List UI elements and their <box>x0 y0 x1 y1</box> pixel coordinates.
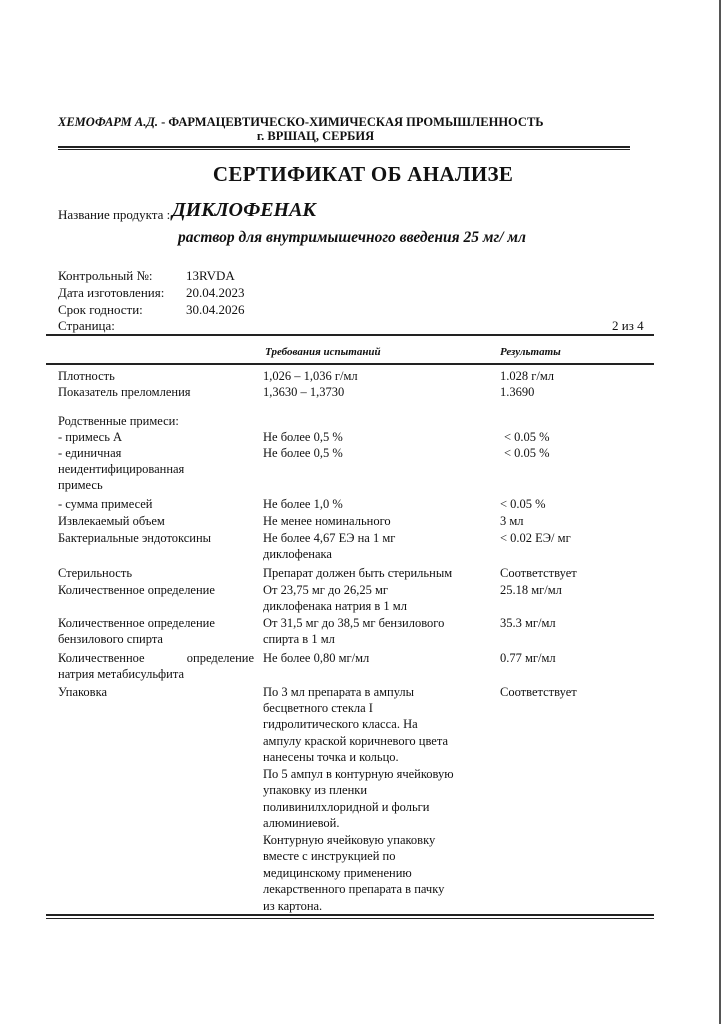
table-bottom-rule <box>46 914 654 916</box>
row-packaging-req-line-10: Контурную ячейковую упаковку <box>263 833 436 847</box>
col-results-header: Результаты <box>500 346 561 358</box>
row-assay-req-2: диклофенака натрия в 1 мл <box>263 599 407 613</box>
row-volume-req: Не менее номинального <box>263 514 391 528</box>
row-impurity-a-res: < 0.05 % <box>504 430 550 444</box>
row-benzyl-name-1: Количественное определение <box>58 616 215 630</box>
row-assay-res: 25.18 мг/мл <box>500 583 562 597</box>
row-refraction-res: 1.3690 <box>500 385 535 399</box>
document-title: СЕРТИФИКАТ ОБ АНАЛИЗЕ <box>212 162 514 186</box>
row-impurity-sum-req: Не более 1,0 % <box>263 497 343 511</box>
impurities-heading: Родственные примеси: <box>58 414 179 428</box>
row-benzyl-res: 35.3 мг/мл <box>500 616 556 630</box>
company-industry: ФАРМАЦЕВТИЧЕСКО-ХИМИЧЕСКАЯ ПРОМЫШЛЕННОСТЬ <box>168 115 544 129</box>
row-metabisulfite-name-2: натрия метабисульфита <box>58 667 184 681</box>
expiry-date-value: 30.04.2026 <box>186 302 245 317</box>
row-impurity-a-req: Не более 0,5 % <box>263 430 343 444</box>
row-endotoxins-name: Бактериальные эндотоксины <box>58 531 212 545</box>
col-requirements-header: Требования испытаний <box>265 346 381 358</box>
control-number-label: Контрольный №: <box>58 268 153 283</box>
company-dash: - <box>161 115 166 129</box>
table-header-divider <box>46 363 654 365</box>
scan-edge-line <box>719 0 721 1024</box>
row-impurity-sum-name: - сумма примесей <box>58 497 153 511</box>
row-sterility-req: Препарат должен быть стерильным <box>263 566 453 580</box>
company-city: г. ВРШАЦ, СЕРБИЯ <box>256 129 375 143</box>
row-metabisulfite-req: Не более 0,80 мг/мл <box>263 651 370 665</box>
row-packaging-req-line-13: лекарственного препарата в пачку <box>263 882 445 896</box>
control-number-value: 13RVDA <box>186 268 235 283</box>
row-sterility-name: Стерильность <box>58 566 133 580</box>
row-volume-res: 3 мл <box>500 514 524 528</box>
row-metabisulfite-name-1 <box>58 650 254 666</box>
row-packaging-req-line-8: поливинилхлоридной и фольги <box>263 800 430 814</box>
company-name: ХЕМОФАРМ А.Д. <box>58 115 158 129</box>
meta-divider <box>46 334 654 336</box>
row-benzyl-req-2: спирта в 1 мл <box>263 632 335 646</box>
manufacture-date-label: Дата изготовления: <box>58 285 165 300</box>
row-impurity-sum-res: < 0.05 % <box>500 497 546 511</box>
row-impurity-single-name-3: примесь <box>58 478 103 492</box>
row-packaging-req-line-14: из картона. <box>263 899 323 913</box>
row-packaging-req-line-11: вместе с инструкцией по <box>263 849 396 863</box>
row-refraction-req: 1,3630 – 1,3730 <box>263 385 345 399</box>
row-endotoxins-req-2: диклофенака <box>263 547 332 561</box>
row-packaging-req-line-3: гидролитического класса. На <box>263 717 418 731</box>
row-assay-req-1: От 23,75 мг до 26,25 мг <box>263 583 389 597</box>
row-endotoxins-req-1: Не более 4,67 ЕЭ на 1 мг <box>263 531 396 545</box>
page-label: Страница: <box>58 318 115 333</box>
row-benzyl-name-2: бензилового спирта <box>58 632 163 646</box>
expiry-date-label: Срок годности: <box>58 302 143 317</box>
row-metabisulfite-name-1b: определение <box>186 651 254 665</box>
row-benzyl-req-1: От 31,5 мг до 38,5 мг бензилового <box>263 616 445 630</box>
row-density-res: 1.028 г/мл <box>500 369 554 383</box>
row-impurity-a-name: - примесь А <box>58 430 123 444</box>
header-divider <box>58 146 630 148</box>
row-assay-name: Количественное определение <box>58 583 215 597</box>
company-header <box>58 115 544 130</box>
row-refraction-name: Показатель преломления <box>58 385 191 399</box>
row-volume-name: Извлекаемый объем <box>58 514 165 528</box>
row-packaging-req-line-5: нанесены точка и кольцо. <box>263 750 399 764</box>
row-density-name: Плотность <box>58 369 115 383</box>
row-packaging-name: Упаковка <box>58 685 108 699</box>
row-packaging-req-line-1: По 3 мл препарата в ампулы <box>263 685 415 699</box>
product-name: ДИКЛОФЕНАК <box>172 199 316 221</box>
row-metabisulfite-name-1a: Количественное <box>58 651 145 665</box>
product-label: Название продукта : <box>58 207 171 222</box>
row-impurity-single-res: < 0.05 % <box>504 446 550 460</box>
row-sterility-res: Соответствует <box>500 566 577 580</box>
row-impurity-single-req: Не более 0,5 % <box>263 446 343 460</box>
product-form: раствор для внутримышечного введения 25 мг/ мл <box>178 229 526 246</box>
row-density-req: 1,026 – 1,036 г/мл <box>263 369 358 383</box>
row-packaging-req-line-9: алюминиевой. <box>263 816 340 830</box>
row-packaging-res: Соответствует <box>500 685 577 699</box>
page-value: 2 из 4 <box>612 318 644 333</box>
row-metabisulfite-res: 0.77 мг/мл <box>500 651 556 665</box>
row-impurity-single-name-2: неидентифицированная <box>58 462 185 476</box>
header-divider-2 <box>58 149 630 150</box>
row-impurity-single-name-1: - единичная <box>58 446 122 460</box>
row-packaging-req-line-2: бесцветного стекла I <box>263 701 373 715</box>
row-packaging-req-line-6: По 5 ампул в контурную ячейковую <box>263 767 454 781</box>
row-packaging-req-line-4: ампулу краской коричневого цвета <box>263 734 449 748</box>
table-bottom-rule-2 <box>46 918 654 919</box>
row-packaging-req-line-12: медицинскому применению <box>263 866 412 880</box>
row-packaging-req-line-7: упаковку из пленки <box>263 783 368 797</box>
row-endotoxins-res: < 0.02 ЕЭ/ мг <box>500 531 571 545</box>
manufacture-date-value: 20.04.2023 <box>186 285 245 300</box>
